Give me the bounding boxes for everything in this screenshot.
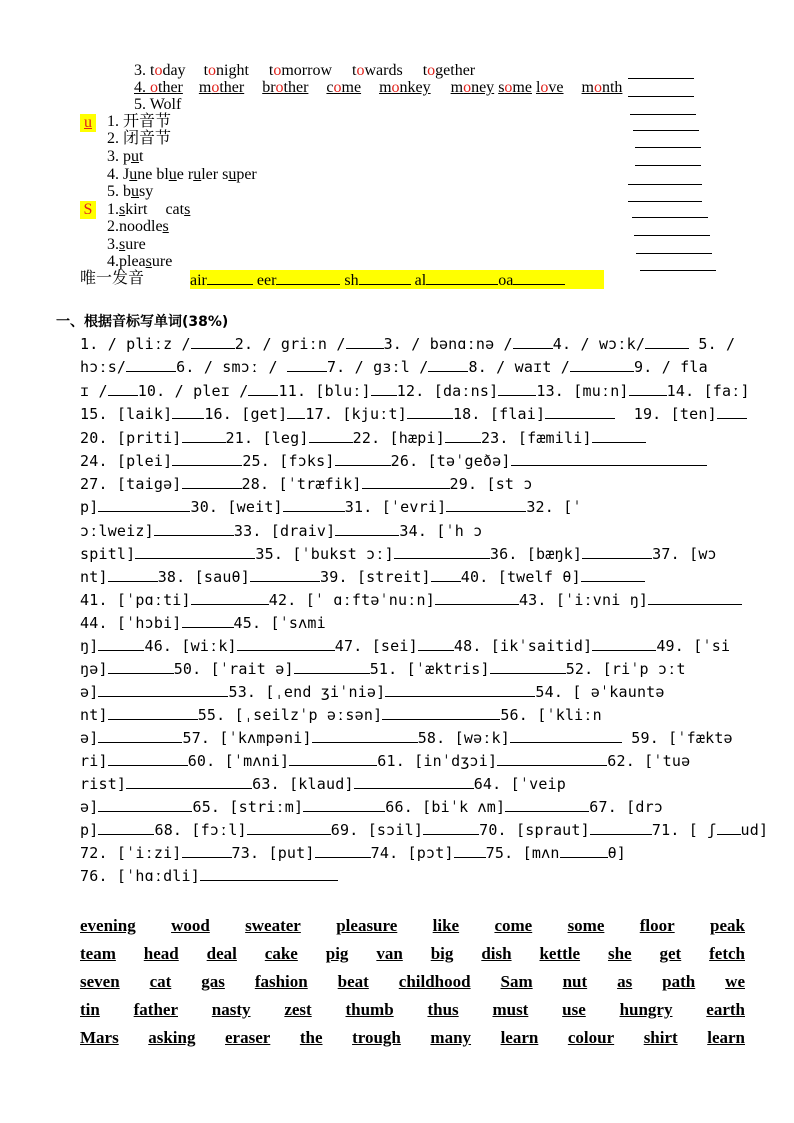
word-item: we <box>725 972 745 991</box>
word-item: some <box>567 916 605 935</box>
answer-line <box>628 96 694 97</box>
phonetic-line-11: nt] 38. [sauθ] 39. [streit] 40. [twelf θ] <box>80 567 645 586</box>
phonetic-line-12: 41. [ˈpɑːti] 42. [ˈ ɑːftəˈnuːn] 43. [ˈiːvni ŋ] <box>80 590 742 609</box>
word-item: zest <box>284 1000 312 1019</box>
word-item: beat <box>337 972 369 991</box>
word-item: thus <box>427 1000 459 1019</box>
phonetic-line-10: spitl] 35. [ˈbukst ɔː] 36. [bæŋk] 37. [wɔ <box>80 545 717 563</box>
answer-line <box>628 184 702 185</box>
phonetic-line-20: rist] 63. [klaud] 64. [ˈveip <box>80 775 567 793</box>
word-item: she <box>607 944 632 963</box>
word-item: deal <box>206 944 237 963</box>
word-item: like <box>432 916 460 935</box>
word-item: pig <box>325 944 349 963</box>
section-title: 一、根据音标写单词(38%) <box>56 314 229 330</box>
s-item-4: 4.pleasure <box>107 253 173 270</box>
phonetic-line-9: ɔːlweiz] 33. [draiv] 34. [ˈh ɔ <box>80 522 483 540</box>
phonetic-line-21: ə] 65. [striːm] 66. [biˈk ʌm] 67. [drɔ <box>80 798 664 816</box>
word-item: floor <box>639 916 675 935</box>
word-item: team <box>80 944 116 963</box>
word-item: must <box>492 1000 529 1019</box>
word-item: learn <box>707 1028 745 1047</box>
unique-label: 唯一发音 <box>80 270 145 287</box>
u-item-3: 3. put <box>107 148 144 165</box>
word-item: seven <box>80 972 120 991</box>
unique-row: air eer sh al oa <box>190 270 604 289</box>
phonetic-line-23: 72. [ˈiːzi] 73. [put] 74. [pɔt] 75. [mʌn θ] <box>80 844 627 862</box>
word-item: peak <box>710 916 745 935</box>
s-label: S <box>80 201 96 219</box>
word-item: fashion <box>254 972 308 991</box>
word-item: tin <box>80 1000 100 1019</box>
phonetic-line-19: ri] 60. [ˈmʌni] 61. [inˈdʒɔi] 62. [ˈtuə <box>80 752 691 770</box>
answer-line <box>628 201 702 202</box>
u-label: u <box>80 114 96 132</box>
answer-line <box>640 270 716 271</box>
phonetic-line-18: ə] 57. [ˈkʌmpəni] 58. [wəːk] 59. [ˈfæktə <box>80 729 733 747</box>
answer-line <box>634 235 710 236</box>
word-item: asking <box>148 1028 196 1047</box>
word-item: colour <box>567 1028 615 1047</box>
s-item-3: 3.sure <box>107 236 146 253</box>
word-item: gas <box>201 972 225 991</box>
row-o-5: 5. Wolf <box>134 96 182 113</box>
word-item: use <box>562 1000 586 1019</box>
phonetic-line-24: 76. [ˈhɑːdli] <box>80 866 338 885</box>
word-item: van <box>376 944 403 963</box>
word-item: trough <box>352 1028 401 1047</box>
word-item: hungry <box>619 1000 673 1019</box>
word-item: nut <box>562 972 588 991</box>
phonetic-line-14: ŋ] 46. [wiːk] 47. [sei] 48. [ikˈsaitid] 49. [ˈsi <box>80 637 731 655</box>
word-item: wood <box>171 916 210 935</box>
word-item: Sam <box>500 972 533 991</box>
phonetic-line-1: 1. / pliːz / 2. / griːn / 3. / bənɑːnə / 4. / wɔːk/ 5. / <box>80 335 736 353</box>
word-item: kettle <box>539 944 581 963</box>
u-item-2: 2. 闭音节 <box>107 130 172 147</box>
word-item: evening <box>80 916 136 935</box>
row-o-4: 4. other mother brother come monkey money some love month <box>134 79 623 96</box>
phonetic-line-16: ə] 53. [ˌend ʒiˈniə] 54. [ əˈkauntə <box>80 683 665 701</box>
word-item: learn <box>500 1028 539 1047</box>
word-item: nasty <box>211 1000 251 1019</box>
row-o-3: 3. today tonight tomorrow towards together <box>134 62 476 79</box>
phonetic-line-7: 27. [taigə] 28. [ˈtræfik] 29. [st ɔ <box>80 475 533 493</box>
s-item-2: 2.noodles <box>107 218 169 235</box>
word-item: eraser <box>225 1028 271 1047</box>
word-item: father <box>133 1000 178 1019</box>
phonetic-line-2: hɔːs/ 6. / smɔː / 7. / gɜːl / 8. / waɪt / 9. / fla <box>80 358 708 376</box>
word-item: the <box>299 1028 323 1047</box>
word-item: head <box>143 944 179 963</box>
answer-line <box>635 147 701 148</box>
word-item: Mars <box>80 1028 119 1047</box>
word-item: dish <box>481 944 512 963</box>
word-item: thumb <box>345 1000 394 1019</box>
word-item: many <box>430 1028 472 1047</box>
answer-line <box>632 217 708 218</box>
word-item: big <box>430 944 454 963</box>
phonetic-line-4: 15. [laik] 16. [get] 17. [kjuːt] 18. [flai] 19. [ten] <box>80 404 747 423</box>
word-item: earth <box>706 1000 745 1019</box>
word-item: come <box>494 916 533 935</box>
phonetic-line-17: nt] 55. [ˌseilzˈp əːsən] 56. [ˈkliːn <box>80 706 602 724</box>
answer-line <box>630 114 696 115</box>
phonetic-line-5: 20. [priti] 21. [leg] 22. [hæpi] 23. [fæmili] <box>80 428 646 447</box>
word-item: cat <box>149 972 172 991</box>
phonetic-line-8: p] 30. [weit] 31. [ˈevri] 32. [ˈ <box>80 498 582 516</box>
word-item: get <box>659 944 682 963</box>
word-item: shirt <box>643 1028 678 1047</box>
s-item-1: 1.skirt cats <box>107 201 191 218</box>
word-item: as <box>617 972 633 991</box>
phonetic-line-22: p] 68. [fɔːl] 69. [sɔil] 70. [spraut] 71. [ ʃ ud] <box>80 821 769 839</box>
word-item: pleasure <box>336 916 398 935</box>
phonetic-line-15: ŋə] 50. [ˈrait ə] 51. [ˈæktris] 52. [riˈp ɔːt <box>80 660 686 678</box>
answer-line <box>628 78 694 79</box>
word-item: path <box>662 972 696 991</box>
answer-line <box>633 130 699 131</box>
phonetic-line-6: 24. [plei] 25. [fɔks] 26. [təˈgeðə] <box>80 451 707 470</box>
answer-line <box>636 253 712 254</box>
u-item-5: 5. busy <box>107 183 154 200</box>
word-item: sweater <box>245 916 301 935</box>
u-item-1: 1. 开音节 <box>107 113 172 130</box>
u-item-4: 4. June blue ruler super <box>107 166 257 183</box>
word-item: fetch <box>709 944 745 963</box>
phonetic-line-13: 44. [ˈhɔbi] 45. [ˈsʌmi <box>80 614 326 632</box>
answer-line <box>635 165 701 166</box>
word-item: cake <box>264 944 298 963</box>
phonetic-line-3: ɪ / 10. / pleɪ / 11. [bluː] 12. [daːns] 13. [muːn] 14. [faː] <box>80 382 750 400</box>
word-item: childhood <box>398 972 471 991</box>
